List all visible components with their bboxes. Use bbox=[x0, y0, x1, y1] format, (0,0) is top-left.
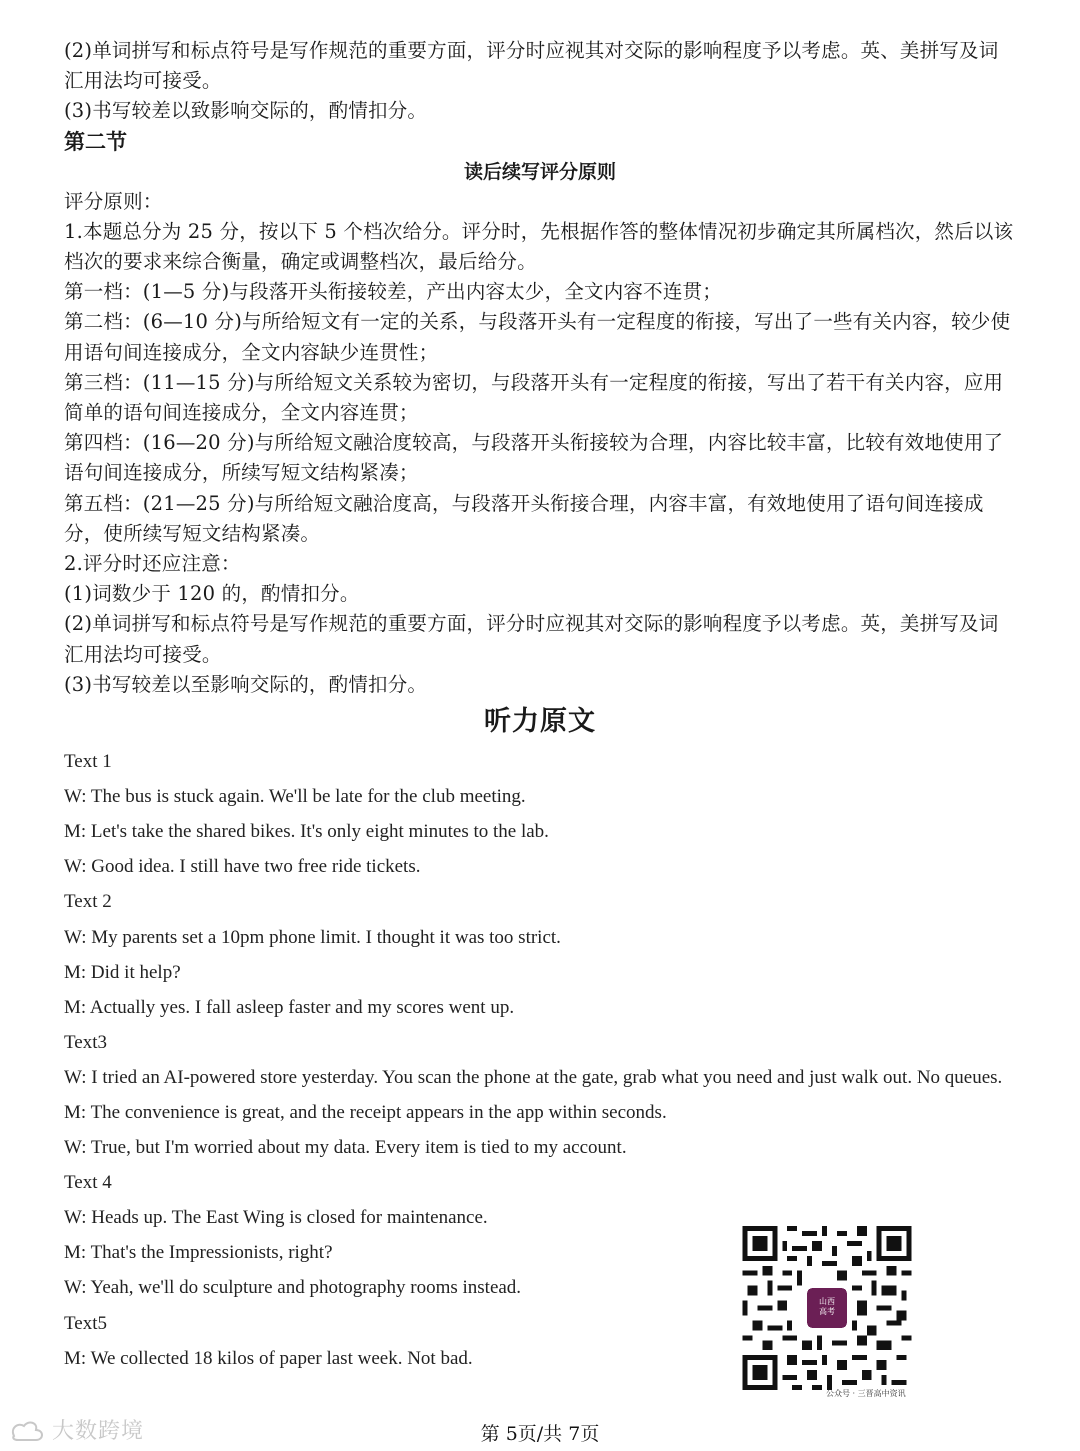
level-2: 第二档：(6—10 分)与所给短文有一定的关系，与段落开头有一定程度的衔接，写出了一些有关内容，较少使用语句间连接成分，全文内容缺少连贯性； bbox=[64, 310, 1011, 364]
page-number: 第 5页/共 7页 bbox=[480, 1423, 600, 1445]
transcript-line: Text5 bbox=[64, 1312, 107, 1334]
document-page bbox=[64, 36, 1016, 1376]
level-1: 第一档：(1—5 分)与段落开头衔接较差，产出内容太少，全文内容不连贯； bbox=[64, 280, 722, 304]
qr-label-line-2: 高考 bbox=[819, 1307, 835, 1316]
transcript-line: M: The convenience is great, and the receipt appears in the app within seconds. bbox=[64, 1102, 667, 1123]
transcript-line: Text 1 bbox=[64, 751, 112, 773]
transcript-line: W: True, but I'm worried about my data. Every item is tied to my account. bbox=[64, 1137, 627, 1159]
part1-notes bbox=[64, 36, 1016, 127]
part1-note-3: (3)书写较差以致影响交际的，酌情扣分。 bbox=[64, 99, 428, 123]
transcript-line: Text3 bbox=[64, 1031, 107, 1053]
transcript-line: M: Did it help? bbox=[64, 961, 181, 983]
transcript-line: W: My parents set a 10pm phone limit. I thought it was too strict. bbox=[64, 926, 561, 948]
rule-2-label: 2.评分时还应注意： bbox=[64, 552, 241, 576]
section2-heading: 第二节 bbox=[64, 129, 127, 154]
qr-code[interactable] bbox=[742, 1226, 912, 1398]
transcript-title: 听力原文 bbox=[484, 706, 596, 738]
note-3: (3)书写较差以至影响交际的，酌情扣分。 bbox=[64, 672, 428, 696]
transcript-line: W: Heads up. The East Wing is closed for maintenance. bbox=[64, 1207, 488, 1229]
watermark-text: 大数跨境 bbox=[52, 1419, 145, 1444]
transcript-line: M: We collected 18 kilos of paper last week. Not bad. bbox=[64, 1347, 473, 1369]
note-1: (1)词数少于 120 的，酌情扣分。 bbox=[64, 582, 360, 606]
qr-center-label bbox=[810, 1297, 844, 1317]
transcript-line: M: Let's take the shared bikes. It's only eight minutes to the lab. bbox=[64, 821, 549, 843]
transcript-line: W: Good idea. I still have two free ride tickets. bbox=[64, 856, 421, 878]
transcript-line: M: Actually yes. I fall asleep faster and my scores went up. bbox=[64, 996, 515, 1018]
transcript-line: M: That's the Impressionists, right? bbox=[64, 1242, 333, 1264]
transcript-line: Text 2 bbox=[64, 891, 112, 913]
section2-title: 读后续写评分原则 bbox=[463, 160, 616, 183]
part1-note-2: (2)单词拼写和标点符号是写作规范的重要方面，评分时应视其对交际的影响程度予以考虑。英、美拼写及词汇用法均可接受。 bbox=[64, 39, 999, 93]
rule-1: 1.本题总分为 25 分，按以下 5 个档次给分。评分时，先根据作答的整体情况初步确定其所属档次，然后以该档次的要求来综合衡量，确定或调整档次，最后给分。 bbox=[64, 219, 1014, 274]
transcript-line: W: I tried an AI-powered store yesterday. You scan the phone at the gate, grab what you need and just walk out. No queues. bbox=[64, 1066, 1003, 1088]
qr-caption: 公众号 · 三晋高中资讯 bbox=[826, 1389, 906, 1398]
transcript-line: W: Yeah, we'll do sculpture and photography rooms instead. bbox=[64, 1277, 522, 1299]
level-5: 第五档：(21—25 分)与所给短文融洽度高，与段落开头衔接合理，内容丰富，有效地使用了语句间连接成分，使所续写短文结构紧凑。 bbox=[64, 491, 984, 545]
transcript-line: W: The bus is stuck again. We'll be late for the club meeting. bbox=[64, 786, 526, 808]
section2-body bbox=[64, 187, 1016, 700]
transcript-line: Text 4 bbox=[64, 1172, 112, 1194]
intro-label: 评分原则： bbox=[64, 189, 163, 213]
note-2: (2)单词拼写和标点符号是写作规范的重要方面，评分时应视其对交际的影响程度予以考虑。英，美拼写及词汇用法均可接受。 bbox=[64, 612, 999, 666]
qr-label-line-1: 山西 bbox=[819, 1297, 835, 1306]
level-3: 第三档：(11—15 分)与所给短文关系较为密切，与段落开头有一定程度的衔接，写出了若干有关内容，应用简单的语句间连接成分，全文内容连贯； bbox=[64, 370, 1004, 425]
level-4: 第四档：(16—20 分)与所给短文融洽度较高，与段落开头衔接较为合理，内容比较丰富，比较有效地使用了语句间连接成分，所续写短文结构紧凑； bbox=[64, 431, 1004, 485]
